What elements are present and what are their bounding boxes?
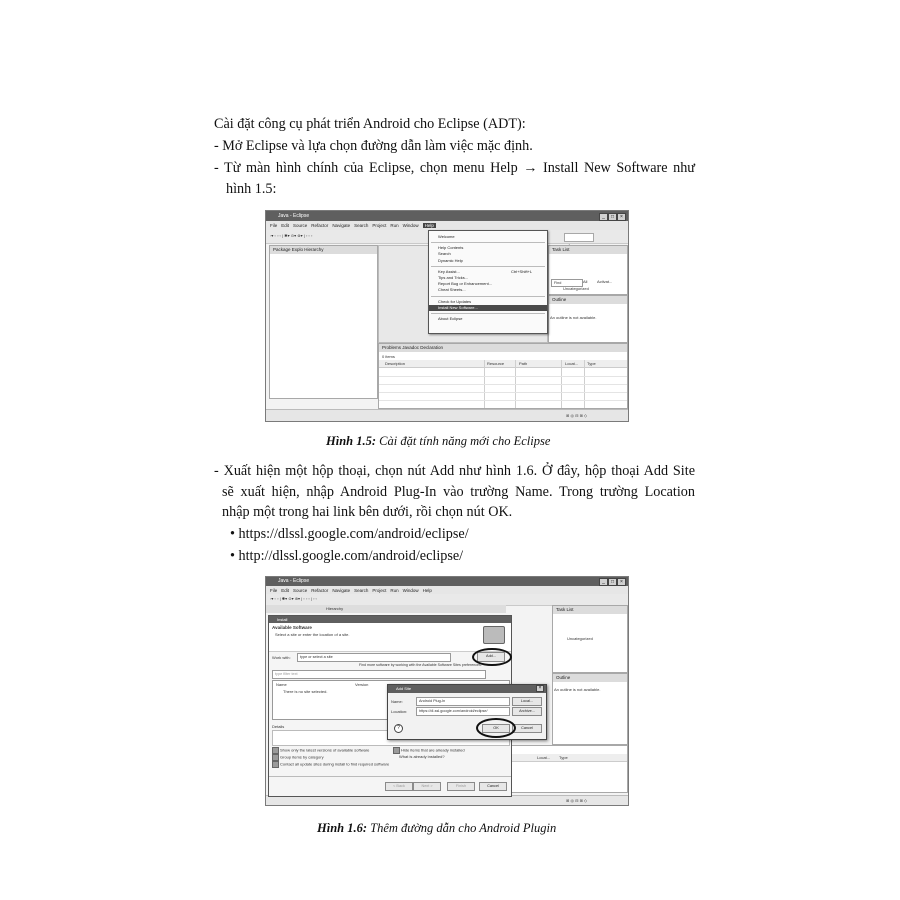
step-add-site-line1: - Xuất hiện một hộp thoại, chọn nút Add như hình 1.6. Ở đây, hộp thoại Add Site <box>214 463 695 479</box>
menu-item-report-bug[interactable]: Report Bug or Enhancement... <box>438 281 493 287</box>
outline-pane: Outline An outline is not available. <box>548 295 628 343</box>
finish-button[interactable]: Finish <box>447 782 475 791</box>
step-add-site-line2: sẽ xuất hiện, nhập Android Plug-In vào trường Name. Trong trường Location <box>222 484 695 500</box>
status-bar: ⊞ ◎ ⊟ ⊞ ◇ <box>266 795 628 806</box>
menu-item-cheat-sheets[interactable]: Cheat Sheets... <box>438 287 466 293</box>
menu-item-welcome[interactable]: Welcome <box>438 234 455 239</box>
available-software-heading: Available Software <box>272 625 312 630</box>
menu-bar: File Edit Source Refactor Navigate Search Project Run Window Help <box>266 586 629 594</box>
bullet-link-https: • https://dlssl.google.com/android/eclipse/ <box>230 526 469 542</box>
close-icon: × <box>617 578 626 586</box>
menu-item-install-new-software[interactable]: Install New Software... <box>429 305 547 311</box>
archive-button[interactable]: Archive... <box>512 707 542 716</box>
figure-1-6-caption: Hình 1.6: Thêm đường dẫn cho Android Plugin <box>317 821 557 835</box>
add-button[interactable]: Add... <box>477 652 505 662</box>
work-with-combo[interactable]: type or select a site <box>297 653 451 662</box>
close-icon: × <box>617 213 626 221</box>
site-name-input[interactable]: Android Plug-In <box>416 697 510 706</box>
help-dropdown-menu <box>428 230 548 334</box>
problems-pane: Locat... Type <box>506 745 628 793</box>
ok-button[interactable]: OK <box>482 724 510 733</box>
add-site-dialog: Add Site × Name: Android Plug-In Local... Location: https://dl-ssl.google.com/android/eclipse/ Archive... ? OK Cancel <box>387 684 547 740</box>
menu-item-about-eclipse[interactable]: About Eclipse <box>438 316 463 322</box>
window-title-bar: Java - Eclipse <box>266 577 628 586</box>
package-explorer-pane: Package Explo Hierarchy <box>269 245 378 399</box>
maximize-icon: □ <box>608 578 617 586</box>
help-icon[interactable]: ? <box>394 724 403 733</box>
step-install-line2: hình 1.5: <box>226 181 277 197</box>
minimize-icon: _ <box>599 213 608 221</box>
option-group-category[interactable]: Group items by category <box>272 754 324 761</box>
figure-1-5-caption: Hình 1.5: Cài đặt tính năng mới cho Eclipse <box>326 434 551 448</box>
site-location-input[interactable]: https://dl-ssl.google.com/android/eclipse/ <box>416 707 510 716</box>
window-title-bar: Java - Eclipse <box>266 211 628 221</box>
task-list-pane: Task List Find All Activat... Uncategorized <box>548 245 628 295</box>
toolbar: ▫▾ ▫ ▫ | ✱▾ ⊙▾ ⊛▾ | ▫ ▫ ▫ | ▫ ▫ <box>266 594 628 606</box>
heading-text: Cài đặt công cụ phát triển Android cho Eclipse (ADT): <box>214 116 526 132</box>
menu-bar: File Edit Source Refactor Navigate Search Project Run Window Help <box>266 221 629 230</box>
cancel-button[interactable]: Cancel <box>479 782 507 791</box>
menu-item-help-contents[interactable]: Help Contents <box>438 245 464 251</box>
maximize-icon: □ <box>608 213 617 221</box>
back-button[interactable]: < Back <box>385 782 413 791</box>
add-site-cancel-button[interactable]: Cancel <box>512 724 542 733</box>
task-list-pane: Task List Uncategorized <box>552 605 628 673</box>
menu-item-tips[interactable]: Tips and Tricks... <box>438 275 469 281</box>
option-contact-sites[interactable]: Contact all update sites during install to find required software <box>272 761 389 768</box>
install-dialog: Install Available Software Select a site or enter the location of a site. Work with: type or select a site Add... Find more software by working with the Available Software Sites preferences. type filter text Name Version There is no site selected. Details Show only the latest versions of available software Group items by category Contact all update sites during install to find required software Hide items that are already installed What is already installed? < Back Next > Finish Cancel <box>268 615 512 797</box>
step-open-eclipse: - Mở Eclipse và lựa chọn đường dẫn làm việc mặc định. <box>214 138 533 154</box>
toolbar-icons: ▫▾ ▫ ▫ ▫ | ✱▾ ⊙▾ ⊛▾ | ▫ ▫ ▫ <box>270 233 313 238</box>
bullet-link-http: • http://dlssl.google.com/android/eclipse/ <box>230 548 464 564</box>
filter-input[interactable]: type filter text <box>272 670 486 679</box>
menu-item-check-updates[interactable]: Check for Updates <box>438 298 472 304</box>
menu-item-dynamic-help[interactable]: Dynamic Help <box>438 257 463 263</box>
option-latest-versions[interactable]: Show only the latest versions of available software <box>272 747 369 754</box>
figure-1-6-screenshot <box>265 576 629 806</box>
option-hide-installed[interactable]: Hide items that are already installed <box>393 747 465 754</box>
menu-item-search[interactable]: Search <box>438 251 451 257</box>
software-list: Name Version There is no site selected. <box>272 680 510 720</box>
next-button[interactable]: Next > <box>413 782 441 791</box>
help-menu: Help <box>424 223 434 228</box>
step-add-site-line3: nhập một trong hai link bên dưới, rồi chọn nút OK. <box>222 504 513 520</box>
status-bar: ⊞ ◎ ⊟ ⊞ ◇ <box>266 409 628 422</box>
minimize-icon: _ <box>599 578 608 586</box>
step-install-line1: - Từ màn hình chính của Eclipse, chọn menu Help → Install New Software như <box>214 160 695 176</box>
outline-pane: Outline An outline is not available. <box>552 673 628 745</box>
hierarchy-tab: Hierarchy <box>266 605 506 613</box>
problems-pane: Problems Javadoc Declaration 0 items Description Resource Path Locat... Type <box>378 343 628 409</box>
close-icon[interactable]: × <box>536 685 544 692</box>
local-button[interactable]: Local... <box>512 697 542 706</box>
figure-1-5-screenshot <box>265 210 629 422</box>
menu-item-key-assist[interactable]: Key Assist... Ctrl+Shift+L <box>438 268 533 274</box>
what-is-installed-link[interactable]: What is already installed? <box>399 754 445 759</box>
software-install-icon <box>483 626 505 644</box>
perspective-java <box>564 233 594 242</box>
highlight-circle-ok <box>476 718 516 738</box>
